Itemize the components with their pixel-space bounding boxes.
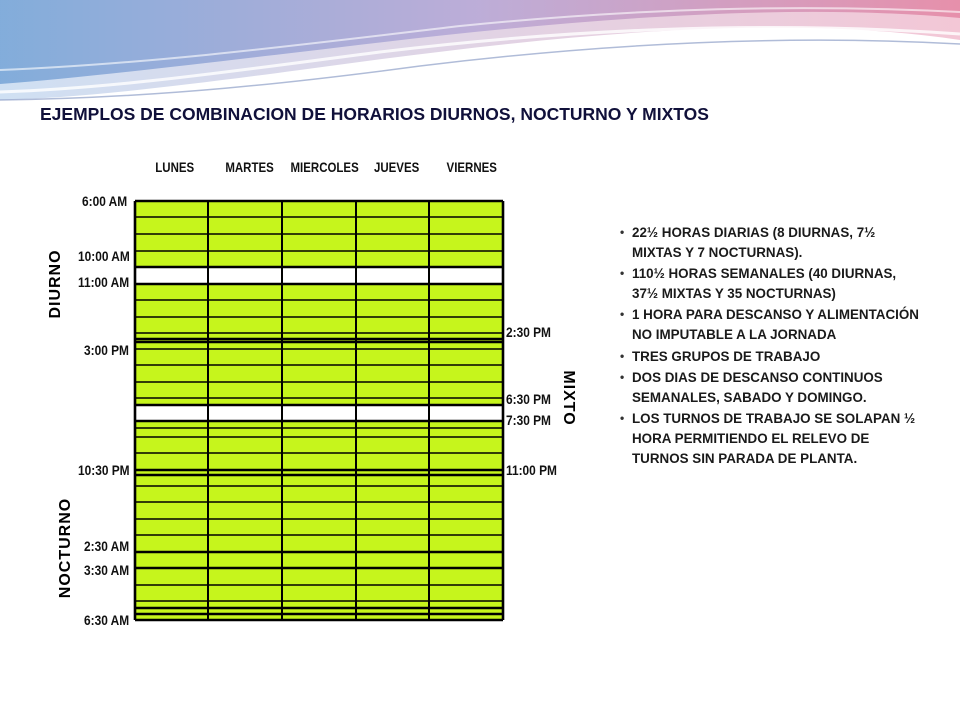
notes-list	[620, 223, 920, 470]
work-cell	[429, 585, 503, 601]
work-cell	[135, 502, 208, 519]
work-cell	[356, 453, 429, 470]
work-cell	[282, 382, 356, 398]
work-cell	[135, 486, 208, 502]
work-cell	[208, 453, 282, 470]
work-cell	[429, 300, 503, 317]
work-cell	[282, 300, 356, 317]
work-cell	[282, 568, 356, 585]
day-header-viernes: VIERNES	[446, 159, 497, 175]
work-cell	[135, 535, 208, 552]
work-cell	[208, 217, 282, 234]
work-cell	[356, 251, 429, 267]
work-cell	[429, 217, 503, 234]
work-cell	[356, 217, 429, 234]
work-cell	[356, 201, 429, 217]
work-cell	[135, 428, 208, 437]
work-cell	[135, 201, 208, 217]
work-cell	[356, 502, 429, 519]
work-cell	[356, 585, 429, 601]
time-label-730pm: 7:30 PM	[506, 412, 551, 428]
work-cell	[208, 317, 282, 333]
work-cell	[356, 284, 429, 300]
work-cell	[135, 251, 208, 267]
work-cell	[208, 349, 282, 365]
page-title: EJEMPLOS DE COMBINACION DE HORARIOS DIURNOS, NOCTURNO Y MIXTOS	[40, 104, 709, 124]
work-cell	[356, 428, 429, 437]
work-cell	[135, 217, 208, 234]
work-cell	[135, 519, 208, 535]
work-cell	[429, 317, 503, 333]
work-cell	[208, 535, 282, 552]
work-cell	[429, 568, 503, 585]
work-cell	[282, 428, 356, 437]
day-header-miercoles: MIERCOLES	[290, 159, 359, 175]
work-cell	[208, 428, 282, 437]
work-cell	[135, 300, 208, 317]
work-cell	[429, 349, 503, 365]
work-cell	[282, 453, 356, 470]
note-item: • TRES GRUPOS DE TRABAJO	[620, 347, 920, 367]
break-cell	[429, 405, 503, 421]
work-cell	[208, 365, 282, 382]
note-item: • LOS TURNOS DE TRABAJO SE SOLAPAN ½ HORA PERMITIENDO EL RELEVO DE TURNOS SIN PARADA DE PLANTA.	[620, 409, 920, 468]
work-cell	[429, 552, 503, 568]
work-cell	[356, 349, 429, 365]
work-cell	[429, 502, 503, 519]
time-label-330am: 3:30 AM	[84, 562, 130, 578]
time-label-3pm: 3:00 PM	[84, 342, 129, 358]
time-label-230am: 2:30 AM	[84, 538, 130, 554]
work-cell	[282, 349, 356, 365]
work-cell	[282, 519, 356, 535]
note-item: • 110½ HORAS SEMANALES (40 DIURNAS, 37½ MIXTAS Y 35 NOCTURNAS)	[620, 264, 920, 303]
break-cell	[135, 267, 208, 284]
time-label-11am: 11:00 AM	[78, 274, 130, 290]
work-cell	[208, 502, 282, 519]
work-cell	[356, 317, 429, 333]
work-cell	[282, 502, 356, 519]
work-cell	[429, 234, 503, 251]
work-cell	[135, 349, 208, 365]
work-cell	[135, 234, 208, 251]
work-cell	[429, 437, 503, 453]
work-cell	[135, 382, 208, 398]
work-cell	[356, 535, 429, 552]
time-label-630pm: 6:30 PM	[506, 391, 551, 407]
time-label-1030pm: 10:30 PM	[78, 462, 130, 478]
work-cell	[208, 568, 282, 585]
work-cell	[429, 201, 503, 217]
work-cell	[208, 585, 282, 601]
break-cell	[356, 405, 429, 421]
work-cell	[429, 535, 503, 552]
work-cell	[356, 519, 429, 535]
break-cell	[282, 267, 356, 284]
work-cell	[208, 552, 282, 568]
work-cell	[356, 568, 429, 585]
work-cell	[356, 552, 429, 568]
work-cell	[135, 284, 208, 300]
work-cell	[356, 475, 429, 486]
work-cell	[429, 428, 503, 437]
time-label-630am: 6:30 AM	[84, 612, 130, 628]
work-cell	[282, 201, 356, 217]
work-cell	[135, 552, 208, 568]
shift-label-diurno: DIURNO	[47, 249, 64, 319]
work-cell	[208, 251, 282, 267]
work-cell	[282, 475, 356, 486]
work-cell	[429, 365, 503, 382]
time-label-10am: 10:00 AM	[78, 248, 130, 264]
break-cell	[208, 267, 282, 284]
work-cell	[208, 486, 282, 502]
work-cell	[135, 475, 208, 486]
note-item: • 1 HORA PARA DESCANSO Y ALIMENTACIÓN NO IMPUTABLE A LA JORNADA	[620, 305, 920, 344]
work-cell	[429, 284, 503, 300]
work-cell	[282, 552, 356, 568]
work-cell	[356, 486, 429, 502]
work-cell	[282, 251, 356, 267]
work-cell	[282, 284, 356, 300]
time-label-1100pm: 11:00 PM	[506, 462, 557, 478]
work-cell	[208, 234, 282, 251]
break-cell	[356, 267, 429, 284]
work-cell	[356, 365, 429, 382]
work-cell	[356, 234, 429, 251]
work-cell	[282, 234, 356, 251]
work-cell	[356, 437, 429, 453]
work-cell	[282, 437, 356, 453]
work-cell	[282, 486, 356, 502]
work-cell	[282, 365, 356, 382]
work-cell	[208, 284, 282, 300]
break-cell	[208, 405, 282, 421]
work-cell	[429, 519, 503, 535]
day-header-lunes: LUNES	[155, 159, 195, 175]
shift-label-nocturno: NOCTURNO	[57, 497, 74, 599]
work-cell	[135, 437, 208, 453]
work-cell	[429, 382, 503, 398]
work-cell	[429, 486, 503, 502]
time-label-6am: 6:00 AM	[82, 193, 128, 209]
work-cell	[282, 585, 356, 601]
work-cell	[208, 519, 282, 535]
work-cell	[135, 585, 208, 601]
day-header-martes: MARTES	[225, 159, 274, 175]
work-cell	[429, 475, 503, 486]
work-cell	[282, 217, 356, 234]
work-cell	[208, 300, 282, 317]
break-cell	[135, 405, 208, 421]
time-label-230pm: 2:30 PM	[506, 324, 551, 340]
work-cell	[208, 201, 282, 217]
work-cell	[429, 453, 503, 470]
work-cell	[135, 568, 208, 585]
work-cell	[208, 437, 282, 453]
work-cell	[208, 475, 282, 486]
shift-label-mixto: MIXTO	[560, 370, 577, 426]
work-cell	[208, 382, 282, 398]
break-cell	[429, 267, 503, 284]
work-cell	[282, 535, 356, 552]
work-cell	[282, 317, 356, 333]
work-cell	[429, 251, 503, 267]
work-cell	[135, 365, 208, 382]
break-cell	[282, 405, 356, 421]
note-item: • DOS DIAS DE DESCANSO CONTINUOS SEMANALES, SABADO Y DOMINGO.	[620, 368, 920, 407]
work-cell	[135, 317, 208, 333]
work-cell	[135, 453, 208, 470]
work-cell	[356, 300, 429, 317]
day-header-jueves: JUEVES	[373, 159, 420, 175]
note-item: • 22½ HORAS DIARIAS (8 DIURNAS, 7½ MIXTAS Y 7 NOCTURNAS).	[620, 223, 920, 262]
work-cell	[356, 382, 429, 398]
